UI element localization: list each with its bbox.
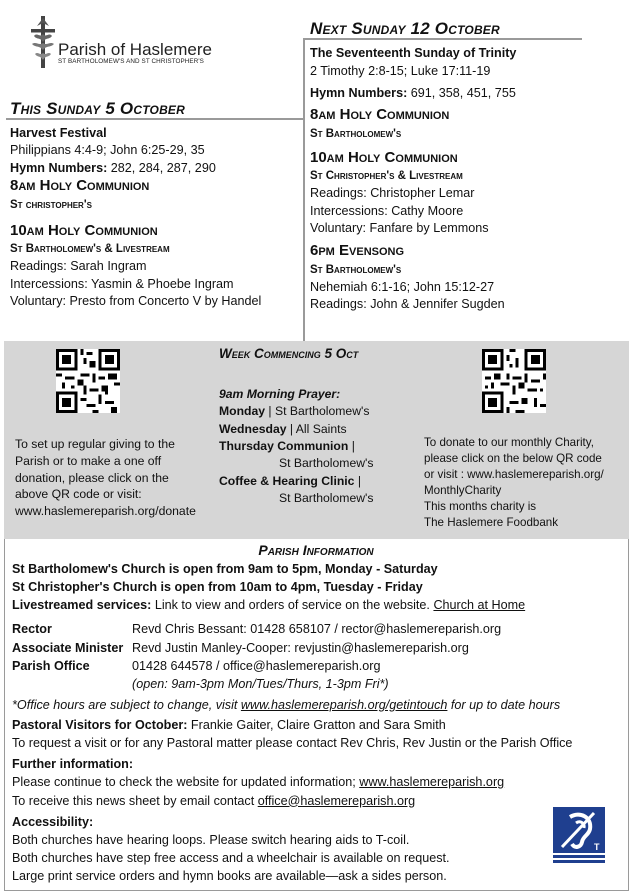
hymn-label: Hymn Numbers:	[310, 85, 408, 100]
livestream-row	[12, 596, 624, 614]
accessibility-line: Both churches have step free access and a wheelchair is available on request.	[12, 850, 450, 865]
note-text: for up to date hours	[447, 697, 561, 712]
email-text: To receive this news sheet by email contact	[12, 793, 258, 808]
accessibility-line: Both churches have hearing loops. Please switch hearing aids to T-coil.	[12, 832, 410, 847]
intercessions-line: Intercessions: Yasmin & Phoebe Ingram	[10, 276, 234, 291]
schedule-day: Thursday Communion	[219, 438, 349, 453]
contact-label: Rector	[12, 622, 52, 637]
service-title: 10am Holy Communion	[310, 148, 458, 166]
contact-row	[12, 657, 624, 675]
charity-line: This months charity is	[424, 499, 537, 513]
contact-value: Revd Chris Bessant: 01428 658107 / rector@haslemereparish.org	[132, 622, 502, 637]
column-divider	[303, 38, 305, 341]
parish-logo	[28, 14, 213, 76]
parish-info-box	[4, 539, 629, 891]
church-at-home-link[interactable]: Church at Home	[433, 598, 526, 613]
voluntary-line: Voluntary: Presto from Concerto V by Handel	[10, 293, 262, 308]
pastoral-row	[12, 716, 624, 734]
hymn-label: Hymn Numbers:	[10, 160, 108, 175]
qr-code-icon[interactable]	[482, 349, 546, 413]
hearing-loop-icon	[550, 805, 608, 867]
readers-line: Readings: Christopher Lemar	[310, 186, 475, 201]
charity-link[interactable]: MonthlyCharity	[424, 483, 502, 497]
logo-subtitle: ST BARTHOLOMEW'S AND ST CHRISTOPHER'S	[58, 58, 204, 65]
parish-cross-logo-icon	[28, 14, 58, 70]
contact-row	[12, 639, 624, 657]
qr-code-icon[interactable]	[56, 349, 120, 413]
giving-line: above QR code or visit:	[15, 487, 142, 502]
schedule-row	[219, 473, 419, 490]
email-row	[12, 792, 624, 810]
evensong-readers: Readings: John & Jennifer Sugden	[310, 297, 505, 312]
charity-line: please click on the below QR code	[424, 451, 602, 465]
schedule-place: St Bartholomew's	[279, 490, 374, 505]
evensong-readings: Nehemiah 6:1-16; John 15:12-27	[310, 279, 495, 294]
next-sunday-hymns	[310, 85, 625, 102]
week-heading: Week Commencing 5 Oct	[219, 346, 359, 361]
giving-line: To set up regular giving to the	[15, 437, 175, 451]
getintouch-link[interactable]: www.haslemereparish.org/getintouch	[240, 697, 448, 712]
giving-text	[15, 436, 215, 520]
pastoral-value: Frankie Gaiter, Claire Gratton and Sara Smith	[187, 718, 446, 732]
parish-info-body	[12, 560, 624, 885]
next-sunday-heading: Next Sunday 12 October	[310, 19, 500, 38]
opening-hours: St Christopher's Church is open from 10am to 4pm, Tuesday - Friday	[12, 580, 423, 595]
readers-line: Readings: Sarah Ingram	[10, 259, 147, 274]
contact-value: Revd Justin Manley-Cooper: revjustin@haslemereparish.org	[132, 640, 469, 655]
week-schedule	[219, 386, 419, 507]
service-place: St Christopher's & Livestream	[310, 170, 463, 183]
schedule-place: | All Saints	[286, 421, 347, 436]
opening-hours: St Bartholomew's Church is open from 9am to 5pm, Monday - Saturday	[12, 562, 438, 576]
schedule-row	[219, 438, 419, 455]
next-sunday-rule	[305, 38, 582, 40]
accessibility-line: Large print service orders and hymn books are available—ask a sides person.	[12, 869, 447, 883]
schedule-separator: |	[354, 473, 361, 488]
hymn-numbers: 282, 284, 287, 290	[107, 160, 216, 175]
sunday-title: The Seventeenth Sunday of Trinity	[310, 46, 517, 60]
contact-label: Parish Office	[12, 658, 90, 673]
charity-text	[424, 435, 629, 531]
note-text: *Office hours are subject to change, visit	[12, 697, 241, 712]
schedule-row	[219, 403, 419, 420]
schedule-day: Wednesday	[219, 421, 287, 436]
prayer-heading: 9am Morning Prayer:	[219, 387, 341, 401]
schedule-place: | St Bartholomew's	[265, 404, 370, 419]
festival-title: Harvest Festival	[10, 126, 107, 140]
voluntary-line: Voluntary: Fanfare by Lemmons	[310, 220, 489, 235]
charity-line: To donate to our monthly Charity,	[424, 436, 594, 449]
parish-info-heading: Parish Information	[258, 542, 374, 558]
logo-name: Parish of Haslemere	[58, 40, 213, 59]
service-place: St Bartholomew's	[310, 127, 402, 140]
this-sunday-heading: This Sunday 5 October	[10, 99, 186, 118]
service-title: 8am Holy Communion	[310, 106, 450, 124]
service-place: St Bartholomew's & Livestream	[10, 243, 170, 256]
website-link[interactable]: www.haslemereparish.org	[359, 775, 505, 790]
livestream-label: Livestreamed services:	[12, 598, 152, 613]
office-hours: (open: 9am-3pm Mon/Tues/Thurs, 1-3pm Fri*)	[132, 676, 389, 691]
service-title: 6pm Evensong	[310, 242, 405, 260]
further-info-row	[12, 773, 624, 791]
livestream-text: Link to view and orders of service on the website.	[151, 598, 434, 613]
next-sunday-section	[310, 45, 625, 314]
service-place: St Bartholomew's	[310, 264, 402, 277]
schedule-day: Monday	[219, 404, 266, 419]
intercessions-line: Intercessions: Cathy Moore	[310, 203, 464, 218]
contact-row	[12, 620, 624, 638]
giving-line: donation, please click on the	[15, 470, 169, 485]
email-link[interactable]: office@haslemereparish.org	[257, 793, 416, 808]
accessibility-label: Accessibility:	[12, 814, 94, 829]
schedule-place: St Bartholomew's	[279, 456, 374, 471]
further-info-label: Further information:	[12, 757, 134, 772]
contact-label: Associate Minister	[12, 640, 124, 655]
week-band	[4, 341, 629, 539]
service-place: St christopher's	[10, 198, 92, 211]
schedule-row	[219, 421, 419, 438]
this-sunday-section	[10, 125, 300, 310]
schedule-separator: |	[348, 438, 355, 453]
service-title: 8am Holy Communion	[10, 177, 150, 195]
hymn-numbers: 691, 358, 451, 755	[407, 85, 516, 100]
this-sunday-rule	[6, 118, 303, 120]
contact-value: 01428 644578 / office@haslemereparish.org	[132, 658, 381, 673]
this-sunday-hymns	[10, 160, 300, 177]
further-text: Please continue to check the website for updated information;	[12, 775, 360, 790]
office-note	[12, 696, 624, 714]
pastoral-label: Pastoral Visitors for October:	[12, 718, 188, 732]
donate-link[interactable]: www.haslemereparish.org/donate	[15, 504, 196, 519]
this-sunday-readings: Philippians 4:4-9; John 6:25-29, 35	[10, 143, 205, 158]
charity-link[interactable]: or visit : www.haslemereparish.org/	[424, 467, 604, 481]
giving-line: Parish or to make a one off	[15, 453, 162, 468]
charity-name: The Haslemere Foodbank	[424, 515, 559, 529]
visit-request: To request a visit or for any Pastoral matter please contact Rev Chris, Rev Justin or the Parish Office	[12, 736, 573, 751]
service-title: 10am Holy Communion	[10, 221, 158, 239]
next-sunday-readings: 2 Timothy 2:8-15; Luke 17:11-19	[310, 64, 491, 79]
schedule-day: Coffee & Hearing Clinic	[219, 473, 355, 488]
svg-text:T: T	[594, 842, 600, 852]
